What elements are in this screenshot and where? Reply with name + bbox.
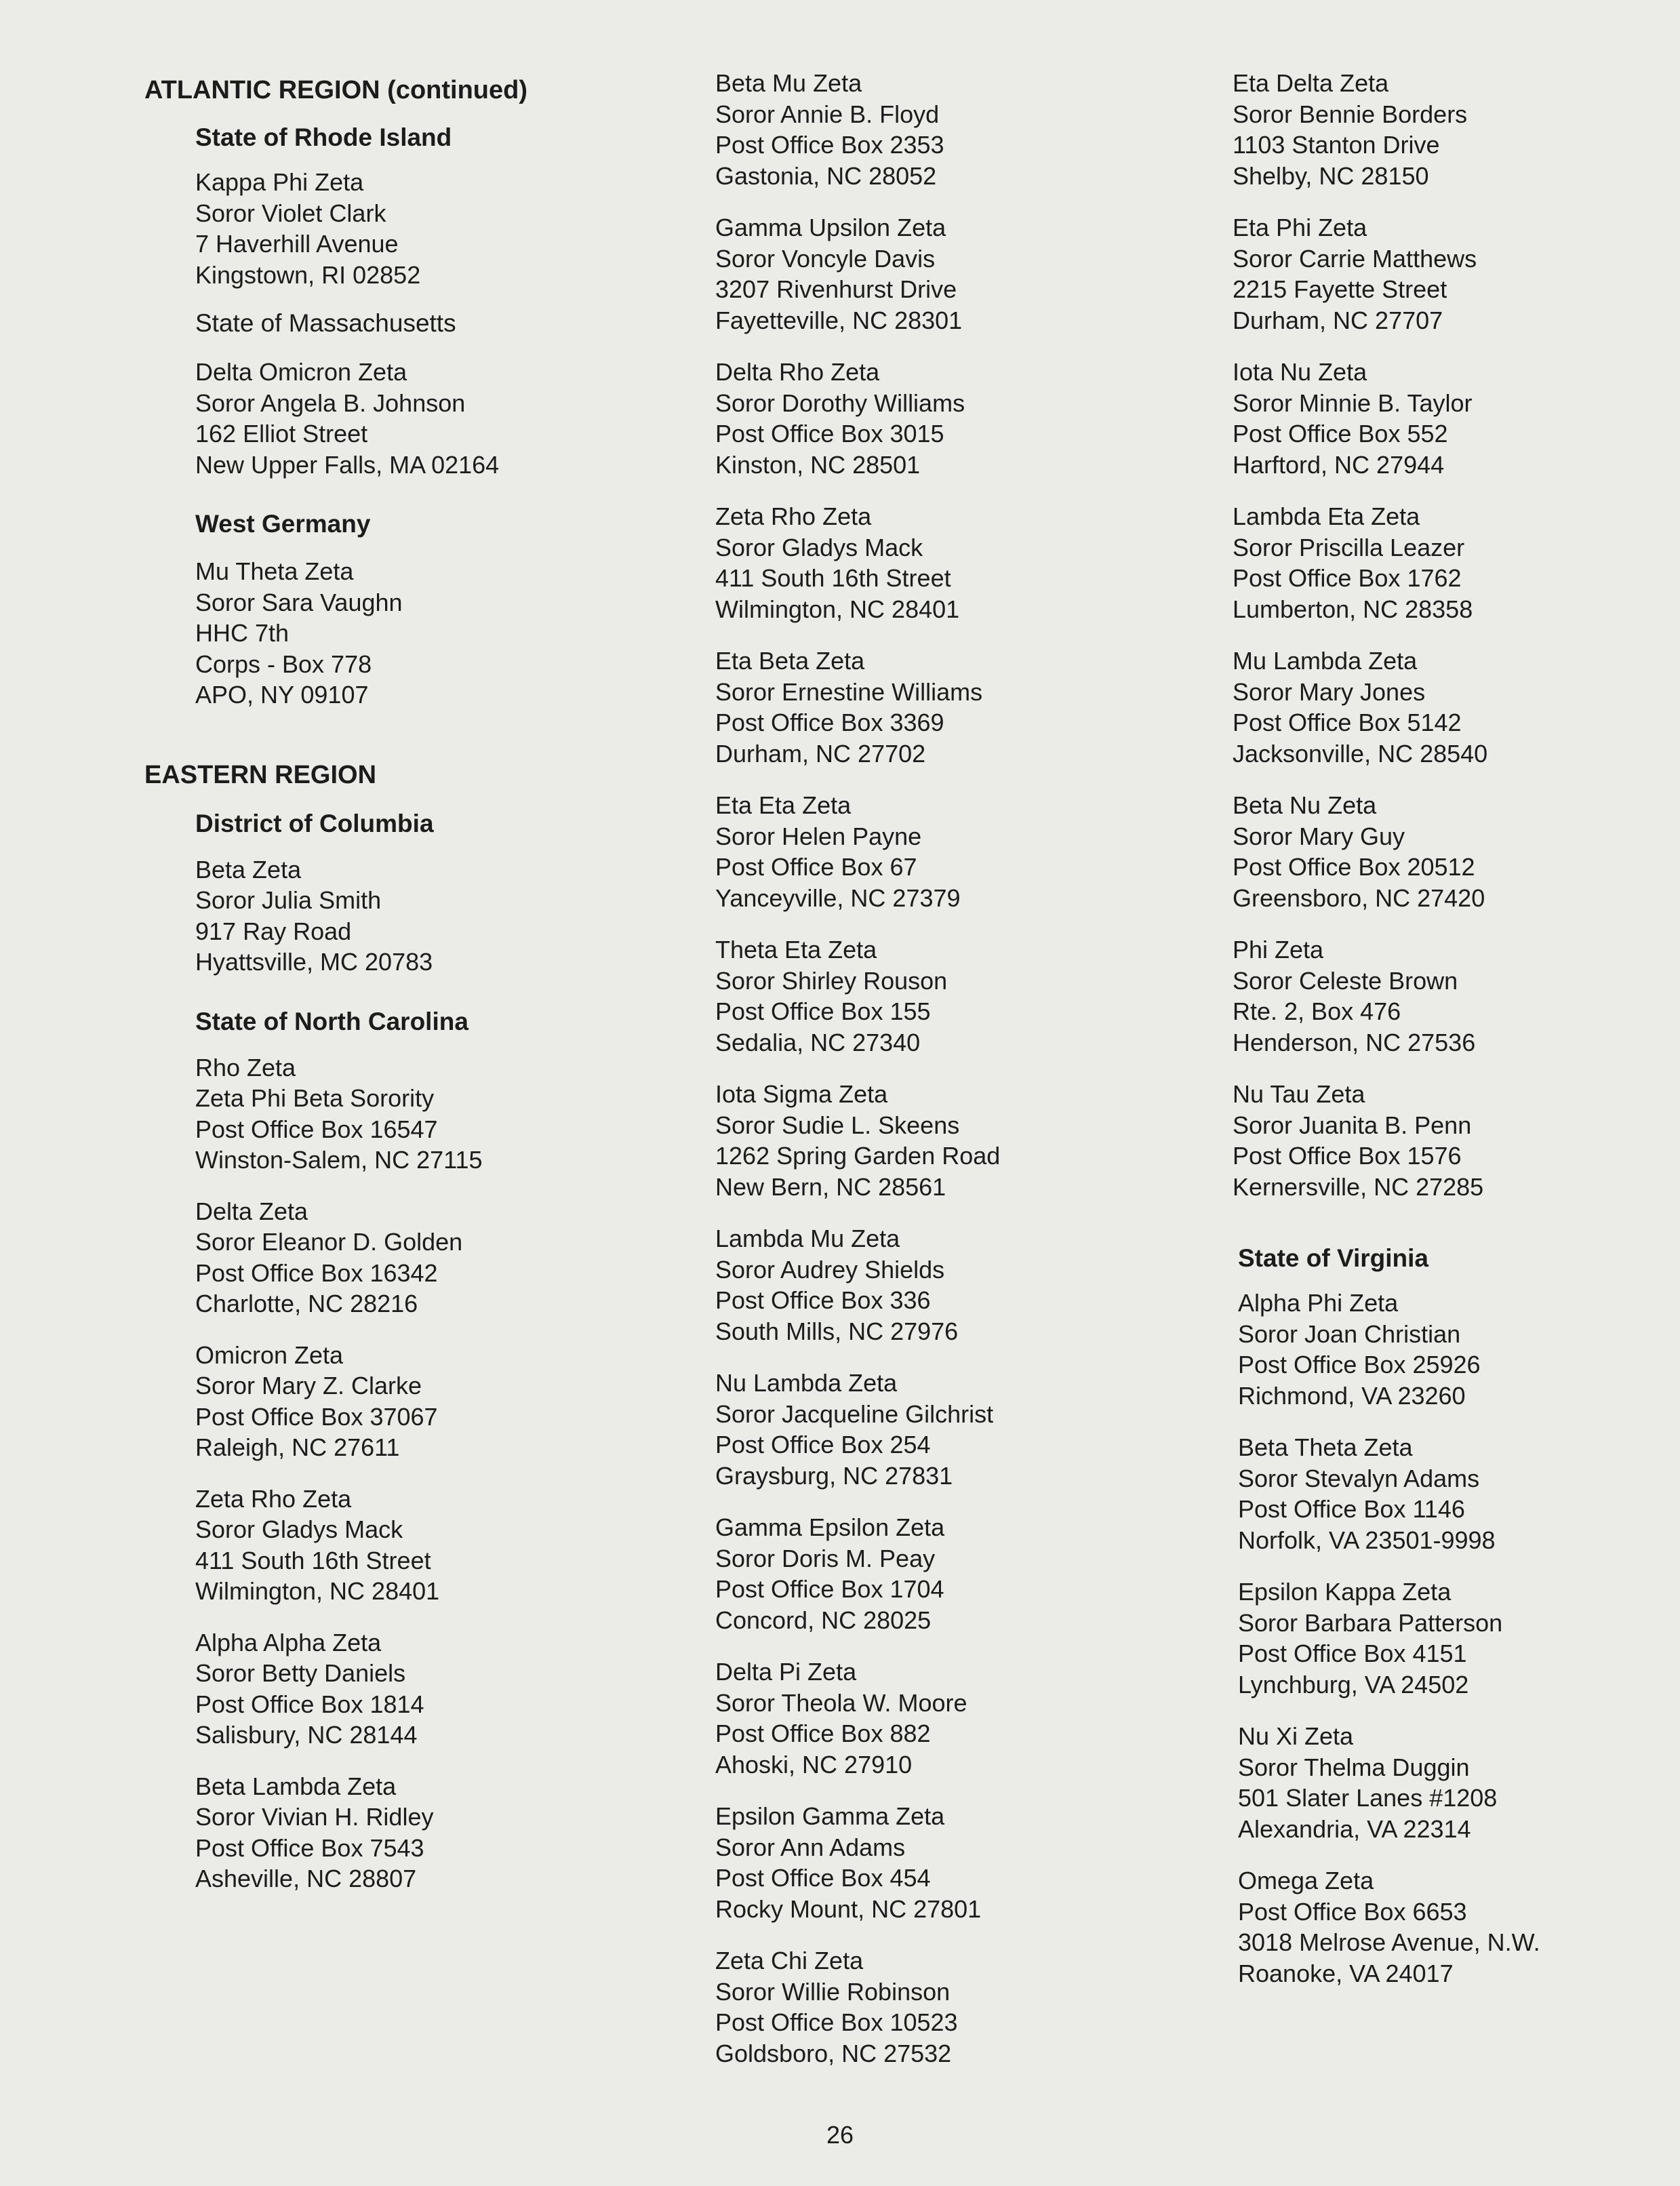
chapter-detail-line: Soror Shirley Rouson bbox=[715, 966, 948, 995]
chapter-detail-line: Soror Bennie Borders bbox=[1233, 100, 1468, 128]
chapter-detail-line: Post Office Box 254 bbox=[715, 1431, 931, 1458]
chapter-name: Rho Zeta bbox=[195, 1053, 296, 1081]
chapter-detail-line: Soror Violet Clark bbox=[195, 199, 386, 227]
state-heading: State of North Carolina bbox=[195, 1007, 468, 1035]
chapter-detail-line: Post Office Box 16342 bbox=[195, 1258, 438, 1287]
chapter-detail-line: Roanoke, VA 24017 bbox=[1238, 1959, 1454, 1987]
chapter-detail-line: Soror Minnie B. Taylor bbox=[1233, 389, 1473, 417]
chapter-detail-line: Post Office Box 882 bbox=[715, 1720, 931, 1747]
chapter-detail-line: Goldsboro, NC 27532 bbox=[715, 2039, 952, 2067]
chapter-group bbox=[144, 357, 673, 480]
chapter-detail-line: Post Office Box 1704 bbox=[715, 1575, 944, 1603]
page-number: 26 bbox=[826, 2121, 854, 2149]
chapter-entry bbox=[715, 1945, 1231, 2069]
chapter-detail-line: Post Office Box 1576 bbox=[1233, 1142, 1462, 1170]
chapter-detail-line: Rte. 2, Box 476 bbox=[1233, 997, 1401, 1025]
chapter-detail-line: 1103 Stanton Drive bbox=[1233, 131, 1440, 159]
chapter-detail-line: Soror Annie B. Floyd bbox=[715, 100, 940, 128]
chapter-detail-line: 411 South 16th Street bbox=[195, 1546, 431, 1574]
chapter-entry bbox=[715, 934, 1231, 1058]
chapter-detail-line: Post Office Box 552 bbox=[1233, 420, 1448, 448]
chapter-name: Beta Nu Zeta bbox=[1233, 791, 1377, 819]
chapter-name: Lambda Eta Zeta bbox=[1233, 502, 1420, 530]
chapter-detail-line: Soror Gladys Mack bbox=[715, 533, 923, 561]
chapter-detail-line: Norfolk, VA 23501-9998 bbox=[1238, 1526, 1496, 1554]
chapter-detail-line: Post Office Box 1146 bbox=[1238, 1495, 1465, 1523]
chapter-entry bbox=[195, 357, 673, 480]
chapter-detail-line: Hyattsville, MC 20783 bbox=[195, 948, 433, 976]
chapter-entry bbox=[715, 1223, 1231, 1347]
chapter-detail-line: Kinston, NC 28501 bbox=[715, 450, 921, 479]
chapter-detail-line: Post Office Box 1814 bbox=[195, 1690, 424, 1718]
chapter-entry bbox=[1238, 1432, 1653, 1555]
column-middle bbox=[715, 68, 1231, 2069]
state-heading: West Germany bbox=[195, 510, 371, 538]
chapter-detail-line: Post Office Box 25926 bbox=[1238, 1351, 1481, 1378]
chapter-group bbox=[144, 167, 673, 290]
chapter-detail-line: Charlotte, NC 28216 bbox=[195, 1290, 418, 1317]
chapter-detail-line: Raleigh, NC 27611 bbox=[195, 1433, 400, 1461]
chapter-detail-line: Yanceyville, NC 27379 bbox=[715, 883, 961, 912]
chapter-detail-line: Alexandria, VA 22314 bbox=[1238, 1814, 1471, 1843]
state-heading: District of Columbia bbox=[195, 809, 434, 837]
chapter-entry bbox=[195, 854, 673, 978]
chapter-entry bbox=[1238, 1288, 1653, 1411]
chapter-entry bbox=[1233, 68, 1653, 191]
chapter-detail-line: Corps - Box 778 bbox=[195, 650, 372, 678]
chapter-detail-line: Soror Willie Robinson bbox=[715, 1977, 951, 2006]
state-heading: State of Virginia bbox=[1238, 1244, 1428, 1272]
chapter-detail-line: 1262 Spring Garden Road bbox=[715, 1142, 1001, 1170]
chapter-detail-line: Soror Ann Adams bbox=[715, 1833, 906, 1861]
chapter-detail-line: Soror Betty Daniels bbox=[195, 1659, 406, 1687]
chapter-group bbox=[144, 854, 673, 978]
chapter-entry bbox=[1238, 1721, 1653, 1844]
chapter-detail-line: Harftord, NC 27944 bbox=[1233, 450, 1445, 479]
chapter-detail-line: Winston-Salem, NC 27115 bbox=[195, 1146, 483, 1174]
region-heading: ATLANTIC REGION (continued) bbox=[144, 76, 528, 104]
chapter-name: Alpha Alpha Zeta bbox=[195, 1628, 382, 1656]
chapter-name: Lambda Mu Zeta bbox=[715, 1225, 900, 1252]
chapter-entry bbox=[715, 1656, 1231, 1780]
chapter-detail-line: Soror Celeste Brown bbox=[1233, 966, 1458, 995]
chapter-detail-line: Post Office Box 155 bbox=[715, 997, 931, 1025]
chapter-entry bbox=[715, 1801, 1231, 1924]
chapter-detail-line: Soror Thelma Duggin bbox=[1238, 1753, 1470, 1781]
chapter-name: Phi Zeta bbox=[1233, 936, 1324, 963]
chapter-name: Epsilon Gamma Zeta bbox=[715, 1802, 945, 1830]
chapter-entry bbox=[715, 1512, 1231, 1635]
chapter-detail-line: Greensboro, NC 27420 bbox=[1233, 883, 1485, 912]
chapter-detail-line: 501 Slater Lanes #1208 bbox=[1238, 1784, 1498, 1812]
chapter-detail-line: Soror Mary Guy bbox=[1233, 822, 1405, 850]
chapter-detail-line: Soror Helen Payne bbox=[715, 822, 922, 850]
chapter-name: Zeta Chi Zeta bbox=[715, 1947, 864, 1974]
chapter-name: Iota Nu Zeta bbox=[1233, 358, 1367, 386]
chapter-entry bbox=[195, 1484, 673, 1607]
chapter-name: Kappa Phi Zeta bbox=[195, 168, 364, 196]
chapter-name: Zeta Rho Zeta bbox=[195, 1484, 352, 1513]
chapter-detail-line: Rocky Mount, NC 27801 bbox=[715, 1894, 982, 1923]
chapter-name: Beta Lambda Zeta bbox=[195, 1772, 397, 1800]
chapter-detail-line: Shelby, NC 28150 bbox=[1233, 161, 1429, 190]
chapter-entry bbox=[715, 790, 1231, 913]
chapter-detail-line: Post Office Box 2353 bbox=[715, 131, 944, 159]
chapter-entry bbox=[1233, 1079, 1653, 1202]
chapter-detail-line: Richmond, VA 23260 bbox=[1238, 1381, 1466, 1410]
chapter-detail-line: Post Office Box 336 bbox=[715, 1286, 931, 1314]
column-left bbox=[144, 68, 673, 1894]
chapter-detail-line: Ahoski, NC 27910 bbox=[715, 1750, 913, 1778]
chapter-name: Beta Theta Zeta bbox=[1238, 1433, 1413, 1461]
chapter-detail-line: Soror Stevalyn Adams bbox=[1238, 1464, 1480, 1492]
chapter-name: Beta Mu Zeta bbox=[715, 69, 862, 97]
chapter-detail-line: Gastonia, NC 28052 bbox=[715, 161, 937, 190]
chapter-entry bbox=[715, 1079, 1231, 1202]
chapter-entry bbox=[1233, 645, 1653, 769]
chapter-name: Mu Theta Zeta bbox=[195, 557, 354, 585]
chapter-detail-line: APO, NY 09107 bbox=[195, 681, 369, 709]
chapter-detail-line: Soror Barbara Patterson bbox=[1238, 1608, 1503, 1637]
chapter-detail-line: Soror Sara Vaughn bbox=[195, 588, 403, 616]
chapter-detail-line: 162 Elliot Street bbox=[195, 420, 368, 448]
chapter-detail-line: Post Office Box 16547 bbox=[195, 1115, 438, 1143]
chapter-name: Delta Pi Zeta bbox=[715, 1658, 857, 1686]
chapter-detail-line: Soror Mary Z. Clarke bbox=[195, 1372, 422, 1399]
chapter-entry bbox=[195, 1340, 673, 1463]
chapter-name: Omega Zeta bbox=[1238, 1867, 1374, 1894]
chapter-detail-line: Lynchburg, VA 24502 bbox=[1238, 1670, 1469, 1698]
chapter-detail-line: Post Office Box 454 bbox=[715, 1864, 931, 1892]
chapter-detail-line: Post Office Box 3015 bbox=[715, 420, 944, 448]
chapter-detail-line: Jacksonville, NC 28540 bbox=[1233, 739, 1488, 768]
chapter-name: Gamma Upsilon Zeta bbox=[715, 214, 946, 241]
chapter-name: Beta Zeta bbox=[195, 855, 302, 883]
chapter-entry bbox=[195, 556, 673, 711]
chapter-detail-line: Durham, NC 27707 bbox=[1233, 306, 1443, 334]
chapter-entry bbox=[715, 645, 1231, 769]
region-heading: EASTERN REGION bbox=[144, 760, 377, 789]
chapter-detail-line: 7 Haverhill Avenue bbox=[195, 230, 399, 258]
chapter-detail-line: South Mills, NC 27976 bbox=[715, 1317, 959, 1345]
chapter-detail-line: Post Office Box 10523 bbox=[715, 2008, 958, 2036]
chapter-detail-line: Soror Julia Smith bbox=[195, 886, 382, 914]
chapter-detail-line: Post Office Box 1762 bbox=[1233, 564, 1462, 592]
chapter-name: Nu Lambda Zeta bbox=[715, 1369, 898, 1397]
chapter-entry bbox=[715, 1368, 1231, 1491]
chapter-name: Alpha Phi Zeta bbox=[1238, 1289, 1399, 1317]
chapter-detail-line: Soror Audrey Shields bbox=[715, 1255, 945, 1284]
chapter-entry bbox=[1233, 934, 1653, 1058]
chapter-name: Zeta Rho Zeta bbox=[715, 502, 872, 530]
chapter-name: Delta Rho Zeta bbox=[715, 358, 880, 386]
chapter-group bbox=[144, 1052, 673, 1894]
chapter-entry bbox=[1238, 1576, 1653, 1700]
chapter-name: Eta Eta Zeta bbox=[715, 791, 852, 819]
chapter-entry bbox=[1233, 790, 1653, 913]
chapter-name: Delta Zeta bbox=[195, 1197, 308, 1225]
chapter-group bbox=[144, 556, 673, 711]
chapter-entry bbox=[1233, 212, 1653, 336]
chapter-name: Eta Phi Zeta bbox=[1233, 214, 1367, 241]
chapter-detail-line: Durham, NC 27702 bbox=[715, 739, 926, 768]
chapter-detail-line: Salisbury, NC 28144 bbox=[195, 1721, 418, 1749]
chapter-detail-line: Post Office Box 4151 bbox=[1238, 1640, 1467, 1667]
chapter-entry bbox=[195, 167, 673, 290]
chapter-detail-line: Zeta Phi Beta Sorority bbox=[195, 1084, 435, 1112]
chapter-entry bbox=[1233, 357, 1653, 480]
chapter-name: Gamma Epsilon Zeta bbox=[715, 1513, 945, 1541]
chapter-name: Eta Delta Zeta bbox=[1233, 69, 1389, 97]
chapter-entry bbox=[195, 1771, 673, 1894]
chapter-detail-line: 3207 Rivenhurst Drive bbox=[715, 275, 957, 303]
chapter-detail-line: Kernersville, NC 27285 bbox=[1233, 1172, 1484, 1201]
chapter-detail-line: Wilmington, NC 28401 bbox=[195, 1577, 440, 1605]
chapter-detail-line: Soror Priscilla Leazer bbox=[1233, 533, 1465, 561]
chapter-detail-line: Soror Juanita B. Penn bbox=[1233, 1111, 1472, 1139]
chapter-detail-line: Post Office Box 7543 bbox=[195, 1833, 424, 1862]
chapter-detail-line: Lumberton, NC 28358 bbox=[1233, 595, 1473, 623]
chapter-detail-line: Soror Ernestine Williams bbox=[715, 677, 983, 706]
chapter-group bbox=[715, 68, 1231, 2069]
chapter-entry bbox=[715, 68, 1231, 191]
chapter-detail-line: Post Office Box 3369 bbox=[715, 709, 944, 736]
chapter-name: Delta Omicron Zeta bbox=[195, 358, 407, 386]
chapter-detail-line: Post Office Box 6653 bbox=[1238, 1897, 1467, 1926]
chapter-detail-line: Soror Sudie L. Skeens bbox=[715, 1111, 960, 1139]
state-heading: State of Rhode Island bbox=[195, 123, 452, 151]
chapter-detail-line: 2215 Fayette Street bbox=[1233, 275, 1447, 303]
chapter-detail-line: Soror Vivian H. Ridley bbox=[195, 1803, 434, 1831]
chapter-detail-line: Soror Dorothy Williams bbox=[715, 389, 965, 417]
chapter-detail-line: Concord, NC 28025 bbox=[715, 1606, 932, 1634]
chapter-detail-line: New Bern, NC 28561 bbox=[715, 1172, 946, 1201]
chapter-group bbox=[1233, 68, 1653, 1202]
chapter-detail-line: Post Office Box 5142 bbox=[1233, 709, 1462, 736]
chapter-detail-line: Soror Voncyle Davis bbox=[715, 244, 936, 273]
chapter-detail-line: New Upper Falls, MA 02164 bbox=[195, 450, 500, 479]
chapter-detail-line: Soror Gladys Mack bbox=[195, 1515, 403, 1543]
chapter-detail-line: 917 Ray Road bbox=[195, 917, 352, 945]
chapter-detail-line: Soror Doris M. Peay bbox=[715, 1544, 936, 1572]
chapter-detail-line: Post Office Box 37067 bbox=[195, 1402, 438, 1431]
chapter-detail-line: Graysburg, NC 27831 bbox=[715, 1461, 953, 1490]
chapter-name: Nu Tau Zeta bbox=[1233, 1080, 1365, 1108]
chapter-name: Epsilon Kappa Zeta bbox=[1238, 1578, 1452, 1606]
state-heading: State of Massachusetts bbox=[195, 309, 456, 337]
chapter-detail-line: 3018 Melrose Avenue, N.W. bbox=[1238, 1928, 1540, 1956]
chapter-name: Mu Lambda Zeta bbox=[1233, 647, 1418, 675]
chapter-detail-line: Wilmington, NC 28401 bbox=[715, 595, 960, 623]
chapter-name: Nu Xi Zeta bbox=[1238, 1722, 1354, 1750]
chapter-detail-line: Soror Mary Jones bbox=[1233, 677, 1426, 706]
chapter-detail-line: Post Office Box 67 bbox=[715, 853, 917, 881]
column-right bbox=[1233, 68, 1653, 1989]
chapter-entry bbox=[1238, 1865, 1653, 1989]
chapter-entry bbox=[1233, 501, 1653, 624]
chapter-detail-line: Soror Angela B. Johnson bbox=[195, 389, 466, 417]
chapter-detail-line: Soror Joan Christian bbox=[1238, 1319, 1461, 1348]
chapter-detail-line: Henderson, NC 27536 bbox=[1233, 1028, 1476, 1056]
chapter-group bbox=[1233, 1288, 1653, 1989]
chapter-name: Theta Eta Zeta bbox=[715, 936, 877, 963]
chapter-detail-line: Soror Jacqueline Gilchrist bbox=[715, 1399, 994, 1428]
chapter-detail-line: Asheville, NC 28807 bbox=[195, 1865, 417, 1892]
chapter-detail-line: 411 South 16th Street bbox=[715, 564, 951, 592]
chapter-name: Eta Beta Zeta bbox=[715, 647, 865, 675]
chapter-detail-line: Soror Eleanor D. Golden bbox=[195, 1228, 463, 1256]
chapter-entry bbox=[195, 1627, 673, 1751]
chapter-detail-line: Sedalia, NC 27340 bbox=[715, 1028, 921, 1056]
chapter-entry bbox=[195, 1052, 673, 1176]
chapter-detail-line: Kingstown, RI 02852 bbox=[195, 260, 421, 289]
chapter-detail-line: HHC 7th bbox=[195, 619, 289, 647]
chapter-detail-line: Post Office Box 20512 bbox=[1233, 853, 1475, 881]
chapter-name: Omicron Zeta bbox=[195, 1340, 344, 1369]
chapter-detail-line: Soror Carrie Matthews bbox=[1233, 244, 1477, 273]
chapter-entry bbox=[715, 501, 1231, 624]
chapter-entry bbox=[195, 1196, 673, 1319]
chapter-entry bbox=[715, 212, 1231, 336]
chapter-detail-line: Soror Theola W. Moore bbox=[715, 1688, 967, 1717]
chapter-entry bbox=[715, 357, 1231, 480]
chapter-detail-line: Fayetteville, NC 28301 bbox=[715, 306, 963, 334]
chapter-name: Iota Sigma Zeta bbox=[715, 1080, 888, 1108]
